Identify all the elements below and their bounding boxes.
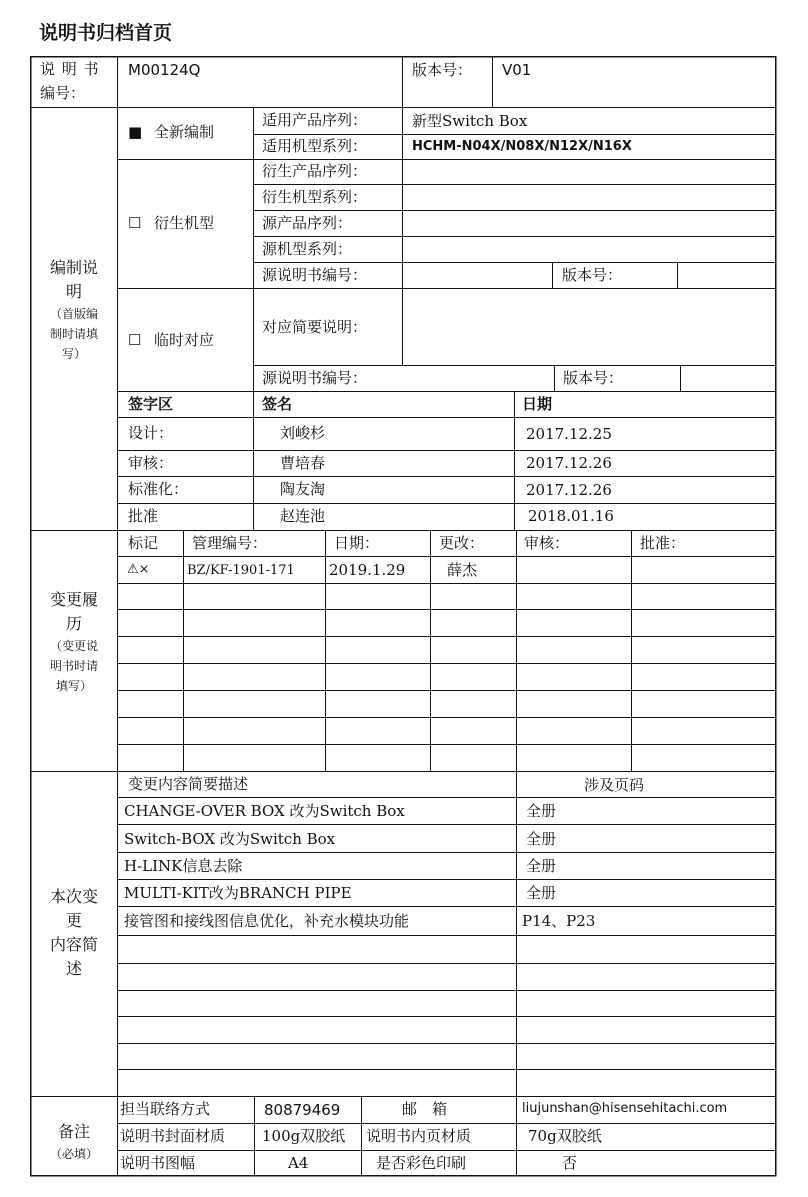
new-compile-label: 全新编制 [154,123,215,141]
cover-material-value: 100g双胶纸 [262,1127,346,1145]
change-history-label-line-2: 历 [65,614,82,633]
signature-zone-header: 签字区 [128,395,174,413]
cover-material-label: 说明书封面材质 [120,1127,226,1145]
change-history-mgmt-no: BZ/KF-1901-171 [187,563,295,578]
signature-date: 2018.01.16 [528,507,614,525]
temporary-label: 临时对应 [154,331,215,349]
temporary-checkbox[interactable]: ☐ [128,331,142,349]
temporary-description-label: 对应简要说明： [262,318,368,336]
change-description: MULTI-KIT改为BRANCH PIPE [124,884,352,902]
page-title: 说明书归档首页 [39,22,173,44]
affected-pages: 全册 [526,884,557,902]
remarks-required-note: （必填） [49,1147,98,1161]
email-value: liujunshan@hisensehitachi.com [522,1101,728,1116]
signature-name: 刘峻杉 [280,424,326,442]
change-history-header-approve: 批准： [640,534,686,552]
source-model-series-label: 源机型系列： [262,240,353,258]
signature-name: 赵连池 [280,507,326,525]
signature-date: 2017.12.25 [526,425,612,443]
applicable-product-series-label: 适用产品序列： [262,111,368,129]
compile-label-line-2: 明 [65,282,82,301]
version-label: 版本号： [412,61,473,79]
applicable-model-series-value: HCHM-N04X/N08X/N12X/N16X [412,139,632,154]
compile-section-label [30,256,118,364]
signature-role: 标准化： [128,480,189,498]
change-mark-icon: ⚠× [127,562,150,577]
change-description-header: 变更内容简要描述 [128,775,249,793]
derived-model-series-label: 衍生机型系列： [262,188,368,206]
derived-source-manual-no-label: 源说明书编号： [262,266,368,284]
change-description: 接管图和接线图信息优化，补充水模块功能 [124,912,410,930]
change-history-note-2: 明书时请 [49,659,98,673]
affected-pages: P14、P23 [522,912,596,930]
compile-label-note-2: 制时请填 [49,327,98,341]
applicable-product-series-value: 新型Switch Box [412,112,528,130]
affected-pages-header: 涉及页码 [584,776,645,794]
affected-pages: 全册 [526,830,557,848]
change-history-date: 2019.1.29 [329,561,406,579]
signature-date-header: 日期 [522,395,553,413]
temporary-version-label: 版本号： [563,369,624,387]
remarks-label: 备注 [57,1122,90,1141]
compile-label-note-1: （首版编 [49,307,98,321]
signature-role: 设计： [128,424,174,442]
signature-date: 2017.12.26 [526,454,612,472]
change-content-section-label [30,885,118,981]
affected-pages: 全册 [526,857,557,875]
email-label: 邮 箱 [402,1100,448,1118]
contact-value: 80879469 [264,1101,341,1119]
change-content-label-line-4: 述 [65,959,82,978]
change-description: Switch-BOX 改为Switch Box [124,830,336,848]
signature-role: 审核： [128,454,174,472]
compile-label-line-1: 编制说 [49,258,98,277]
change-content-label-line-1: 本次变 [49,887,98,906]
change-history-header-review: 审核： [524,534,570,552]
remarks-section-label [30,1120,118,1164]
inner-material-label: 说明书内页材质 [366,1127,472,1145]
contact-label: 担当联络方式 [120,1100,211,1118]
change-history-header-change: 更改： [439,534,485,552]
signature-name-header: 签名 [262,395,293,413]
affected-pages: 全册 [526,802,557,820]
signature-date: 2017.12.26 [526,481,612,499]
applicable-model-series-label: 适用机型系列： [262,137,368,155]
change-content-label-line-2: 更 [65,911,82,930]
change-history-changer: 薛杰 [447,561,478,579]
change-history-label-line-1: 变更履 [49,590,98,609]
temporary-source-manual-no-label: 源说明书编号： [262,369,368,387]
change-description: H-LINK信息去除 [124,857,243,875]
derived-product-series-label: 衍生产品序列： [262,162,368,180]
change-history-header-mgmt-no: 管理编号： [192,534,268,552]
change-history-note-3: 填写） [55,679,92,693]
version-value: V01 [502,61,532,79]
compile-label-note-3: 写） [61,347,86,361]
inner-material-value: 70g双胶纸 [528,1127,602,1145]
change-description: CHANGE-OVER BOX 改为Switch Box [124,802,405,820]
derived-version-label: 版本号： [562,266,623,284]
signature-name: 曹培春 [280,454,326,472]
page-size-label: 说明书图幅 [120,1154,196,1172]
change-history-header-date: 日期： [334,534,380,552]
signature-name: 陶友淘 [280,480,326,498]
new-compile-checkbox[interactable]: ■ [128,123,143,141]
color-printing-label: 是否彩色印刷 [376,1154,467,1172]
page-size-value: A4 [288,1154,309,1172]
manual-no-label: 说 明 书 [40,60,100,78]
signature-role: 批准 [128,507,159,525]
source-product-series-label: 源产品序列： [262,214,353,232]
derived-model-label: 衍生机型 [154,214,215,232]
manual-no-value: M00124Q [128,61,201,79]
change-history-section-label [30,588,118,696]
color-printing-value: 否 [562,1154,578,1172]
change-history-note-1: （变更说 [49,639,98,653]
manual-no-label-2: 编号： [40,84,86,102]
change-history-header-mark: 标记 [128,534,159,552]
derived-model-checkbox[interactable]: ☐ [128,214,142,232]
change-content-label-line-3: 内容简 [49,935,98,954]
